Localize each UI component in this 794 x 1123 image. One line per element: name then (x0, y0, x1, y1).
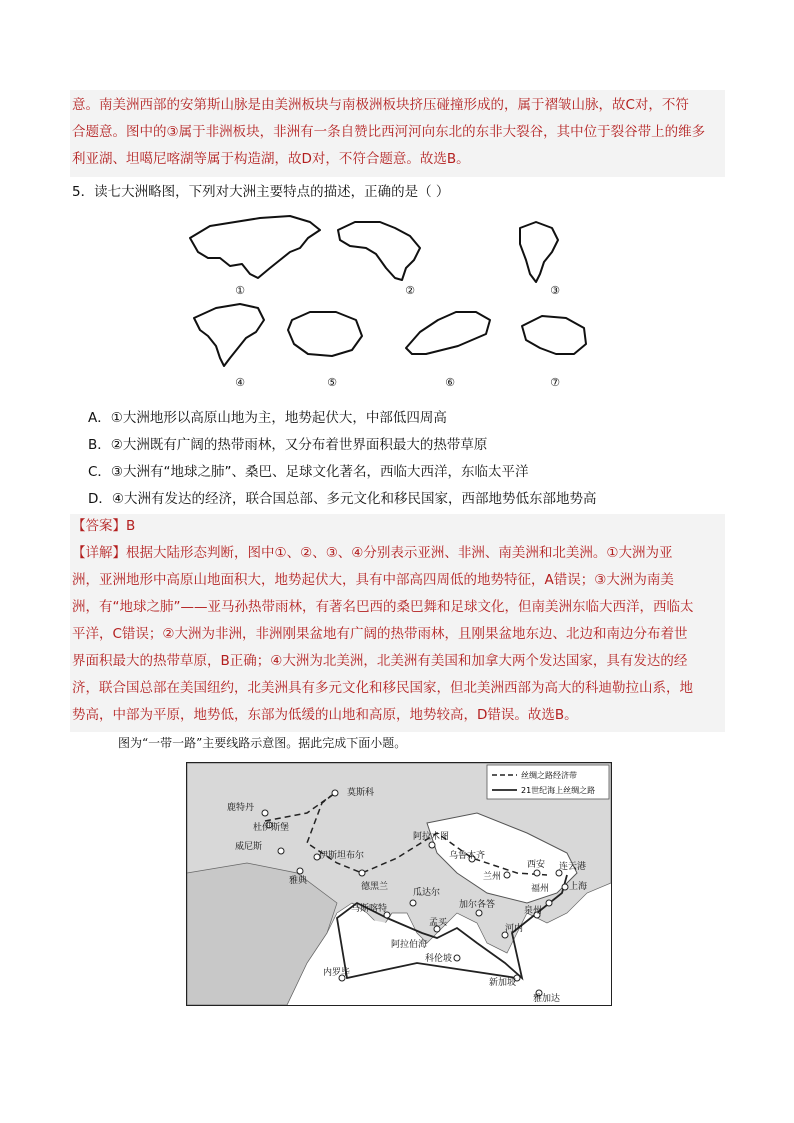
label-rotterdam: 鹿特丹 (227, 803, 255, 813)
label-singapore: 新加坡 (489, 978, 517, 988)
marker-almaty (429, 842, 435, 848)
option-c: C．③大洲有“地球之肺”、桑巴、足球文化著名，西临大西洋，东临太平洋 (88, 464, 529, 480)
marker-moscow (332, 790, 338, 796)
option-a: A．①大洲地形以高原山地为主，地势起伏大，中部低四周高 (88, 410, 447, 426)
marker-shanghai (562, 884, 568, 890)
asia-outline (190, 216, 320, 278)
detail-line-7: 势高，中部为平原，地势低，东部为低缓的山地和高原，地势较高，D错误。故选B。 (72, 707, 578, 723)
marker-kolkata (476, 910, 482, 916)
detail-line-1: 【详解】根据大陆形态判断，图中①、②、③、④分别表示亚洲、非洲、南美洲和北美洲。①大洲为亚 (72, 545, 673, 561)
label-muscat: 马斯喀特 (351, 904, 388, 914)
map-label-6: ⑥ (445, 376, 455, 389)
marker-venice (278, 848, 284, 854)
next-question-intro: 图为“一带一路”主要线路示意图。据此完成下面小题。 (118, 736, 407, 750)
label-athens: 雅典 (289, 876, 308, 886)
answer-detail (72, 540, 722, 729)
label-moscow: 莫斯科 (347, 788, 375, 798)
marker-rotterdam (262, 810, 268, 816)
label-gwadar: 瓜达尔 (413, 888, 441, 898)
detail-line-6: 济，联合国总部在美国纽约，北美洲具有多元文化和移民国家，但北美洲西部为高大的科迪勒拉山系，地 (72, 680, 693, 696)
map-label-3: ③ (550, 284, 560, 297)
legend (487, 765, 609, 799)
label-kolkata: 加尔各答 (459, 900, 496, 910)
detail-label: 【详解】 (72, 545, 126, 561)
label-quanzhou: 泉州 (524, 906, 543, 916)
label-colombo: 科伦坡 (425, 954, 453, 964)
belt-and-road-map (186, 762, 612, 1006)
marker-lanzhou (504, 872, 510, 878)
africa-outline (338, 222, 420, 280)
marker-colombo (454, 955, 460, 961)
label-lanzhou: 兰州 (483, 872, 502, 882)
detail-line-2: 洲，亚洲地形中高原山地面积大，地势起伏大，具有中部高四周低的地势特征，A错误；③大洲为南美 (72, 572, 674, 588)
legend-land-route: 丝绸之路经济带 (521, 771, 577, 780)
south-america-outline (520, 222, 558, 282)
legend-sea-route: 21世纪海上丝绸之路 (521, 786, 596, 795)
label-venice: 威尼斯 (235, 842, 263, 852)
label-arabian-sea: 阿拉伯海 (391, 940, 428, 950)
detail-line-4: 平洋，C错误；②大洲为非洲，非洲刚果盆地有广阔的热带雨林，且刚果盆地东边、北边和南边分布着世 (72, 626, 688, 642)
detail-line-5: 界面积最大的热带草原，B正确；④大洲为北美洲，北美洲有美国和加拿大两个发达国家，具有发达的经 (72, 653, 688, 669)
label-lianyungang: 连云港 (559, 862, 587, 872)
marker-fuzhou (546, 900, 552, 906)
label-istanbul: 伊斯坦布尔 (319, 851, 365, 861)
option-d: D．④大洲有发达的经济，联合国总部、多元文化和移民国家，西部地势低东部地势高 (88, 491, 597, 507)
marker-gwadar (410, 900, 416, 906)
option-b: B．②大洲既有广阔的热带雨林，又分布着世界面积最大的热带草原 (88, 437, 488, 453)
label-urumqi: 乌鲁木齐 (449, 851, 486, 861)
prev-explanation-line-1: 意。南美洲西部的安第斯山脉是由美洲板块与南极洲板块挤压碰撞形成的，属于褶皱山脉，故C对，不符 (72, 97, 689, 113)
map-label-2: ② (405, 284, 415, 297)
map-label-7: ⑦ (550, 376, 560, 389)
label-jakarta: 雅加达 (533, 994, 561, 1004)
antarctica-outline (288, 312, 362, 356)
label-nairobi: 内罗毕 (323, 968, 351, 978)
label-tehran: 德黑兰 (361, 882, 389, 892)
marker-xian (534, 870, 540, 876)
map-label-4: ④ (235, 376, 245, 389)
europe-outline (406, 312, 490, 354)
answer-label: 【答案】B (72, 518, 136, 534)
north-america-outline (194, 304, 264, 366)
marker-tehran (359, 870, 365, 876)
prev-explanation-line-3: 利亚湖、坦噶尼喀湖等属于构造湖，故D对，不符合题意。故选B。 (72, 151, 470, 167)
detail-line-3: 洲，有“地球之肺”——亚马孙热带雨林，有著名巴西的桑巴舞和足球文化，但南美洲东临大西洋，西临太 (72, 599, 694, 615)
question-title: 5．读七大洲略图，下列对大洲主要特点的描述，正确的是（ ） (72, 184, 450, 200)
label-hanoi: 河内 (505, 924, 524, 934)
label-duisburg: 杜伊斯堡 (253, 823, 290, 833)
prev-explanation-line-2: 合题意。图中的③属于非洲板块，非洲有一条自赞比西河河向东北的东非大裂谷，其中位于裂谷带上的维多 (72, 124, 706, 140)
label-shanghai: 上海 (569, 882, 588, 892)
label-almaty: 阿拉木图 (413, 832, 450, 842)
marker-athens (297, 868, 303, 874)
label-xian: 西安 (527, 860, 546, 870)
map-label-1: ① (235, 284, 245, 297)
continents-sketch-map (180, 208, 620, 396)
map-label-5: ⑤ (327, 376, 337, 389)
label-fuzhou: 福州 (531, 884, 550, 894)
oceania-outline (522, 316, 586, 354)
label-mumbai: 孟买 (429, 918, 448, 928)
